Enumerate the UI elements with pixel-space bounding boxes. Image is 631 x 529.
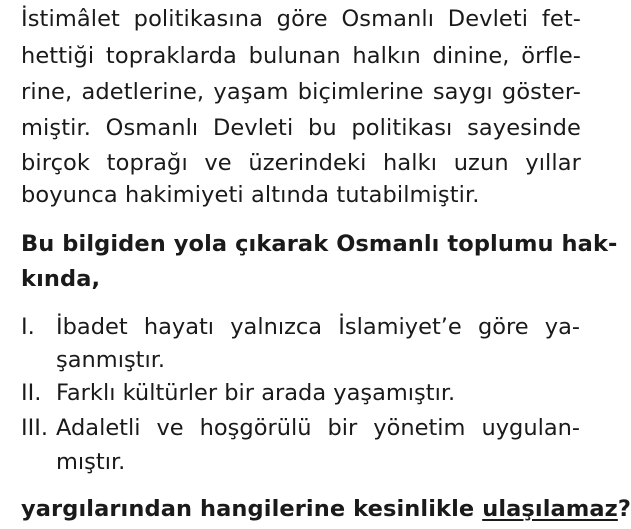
passage-line-6: boyunca hakimiyeti altında tutabilmiştir.	[21, 182, 480, 208]
passage-line-3: rine, adetlerine, yaşam biçimlerine saygı göster-	[21, 79, 581, 105]
statement-text: Farklı kültürler bir arada yaşamıştır.	[56, 380, 456, 406]
statement-numeral: III.	[21, 415, 49, 441]
passage-line-4: miştir. Osmanlı Devleti bu politikası sayesinde	[21, 115, 581, 141]
prompt-line-1: Bu bilgiden yola çıkarak Osmanlı toplumu hak-	[21, 231, 618, 257]
statement-text-cont: şanmıştır.	[56, 347, 166, 373]
passage-line-5: birçok toprağı ve üzerindeki halkı uzun yıllar	[21, 150, 581, 176]
question-prefix: yargılarından hangilerine kesinlikle	[21, 496, 483, 522]
statement-numeral: I.	[21, 314, 35, 340]
question-suffix: ?	[617, 496, 631, 522]
question-underlined-word: ulaşılamaz	[482, 496, 618, 522]
statement-numeral: II.	[21, 380, 42, 406]
prompt-line-2: kında,	[21, 266, 101, 292]
statement-text: Adaletli ve hoşgörülü bir yönetim uygulan-	[56, 415, 580, 441]
passage-line-2: hettiği topraklarda bulunan halkın dinine, örfle-	[21, 43, 581, 69]
statement-text-cont: mıştır.	[56, 449, 126, 475]
question-line	[21, 494, 631, 524]
statement-text: İbadet hayatı yalnızca İslamiyet’e göre ya-	[56, 314, 580, 340]
passage-line-1: İstimâlet politikasına göre Osmanlı Devleti fet-	[21, 6, 581, 32]
